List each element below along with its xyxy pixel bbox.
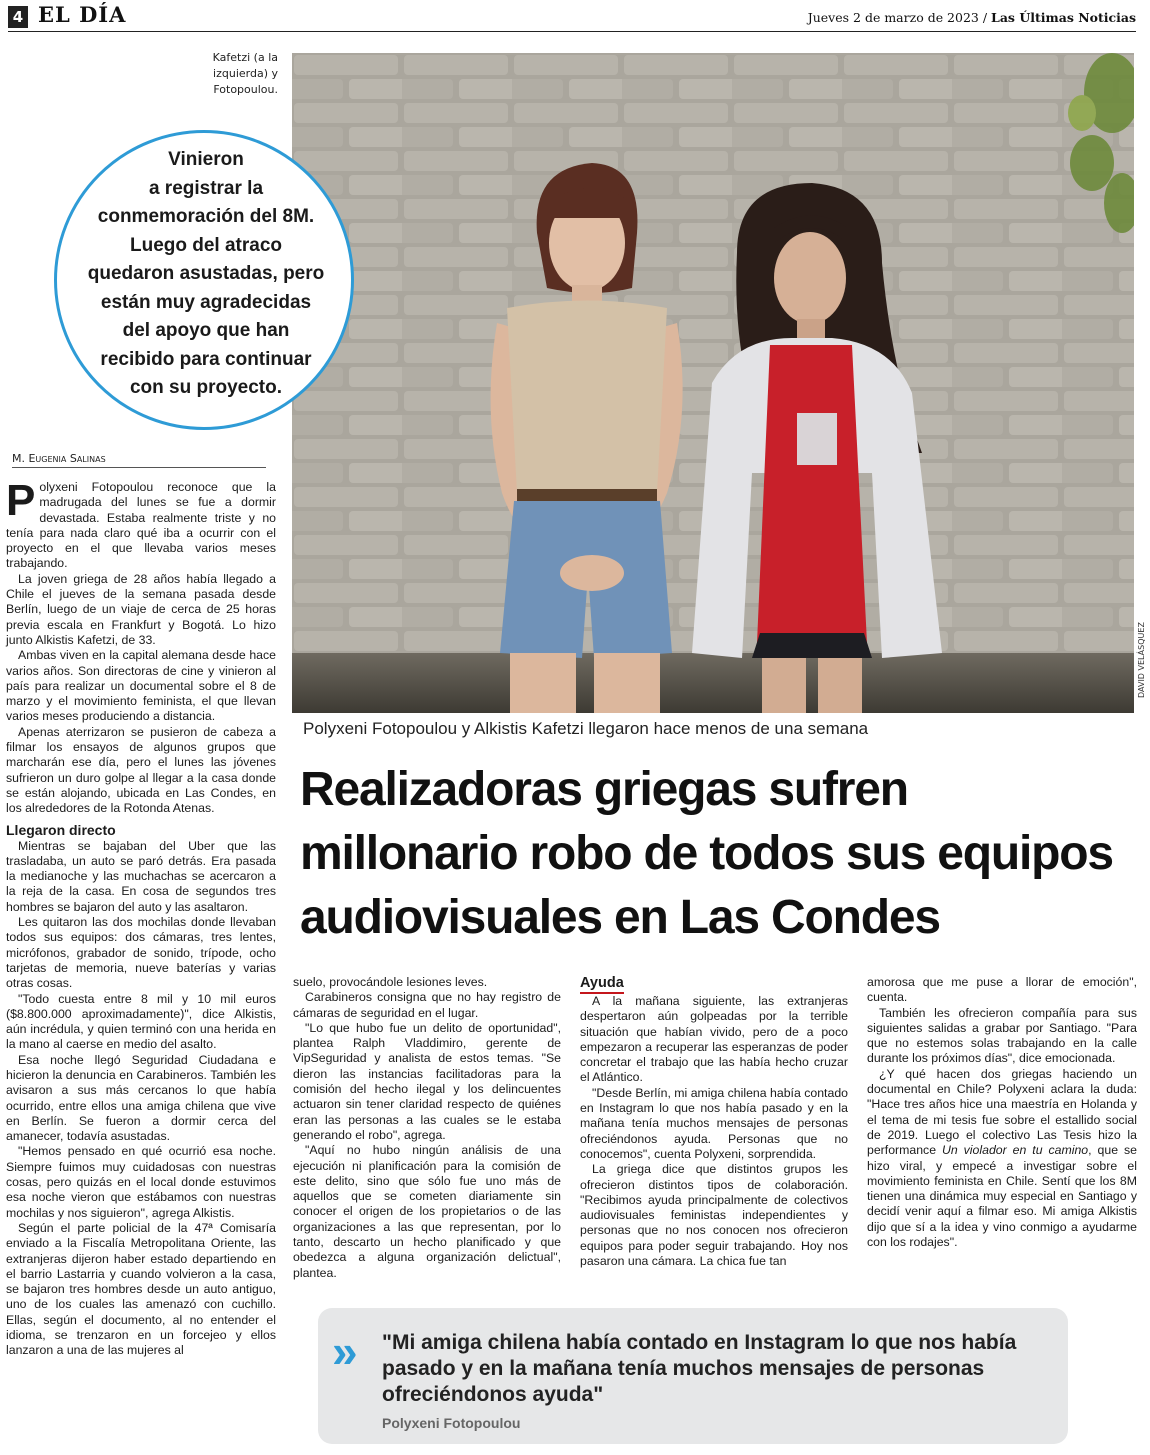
page-number: 4 xyxy=(8,6,28,28)
paragraph: Mientras se bajaban del Uber que las trasladaba, un auto se paró detrás. Era pasada la medianoche y las muchachas se acercaron a la reja de la casa. En cosa de segundos tres hombres se bajaron del auto y las asaltaron. xyxy=(6,838,276,914)
paragraph: "Todo cuesta entre 8 mil y 10 mil euros ($8.800.000 aproximadamente)", dice Alkistis, aún incrédula, y quien terminó con una herida en la mano al caerse en medio del asalto. xyxy=(6,991,276,1052)
paragraph: suelo, provocándole lesiones leves. xyxy=(293,975,488,989)
headline: Realizadoras griegas sufren millonario robo de todos sus equipos audiovisuales en Las Condes xyxy=(300,763,1113,944)
paragraph: Carabineros consigna que no hay registro de cámaras de seguridad en el lugar. xyxy=(293,990,561,1020)
header-rule xyxy=(8,31,1136,32)
paragraph: Esa noche llegó Seguridad Ciudadana e hicieron la denuncia en Carabineros. También les avisaron a sus más cercanos lo que había ocurrido, entre ellos una amiga chilena que vive en Berlín. Se fueron a dormir cerca del amanecer, todavía asustadas. xyxy=(6,1052,276,1144)
paragraph: Según el parte policial de la 47ª Comisaría enviado a la Fiscalía Metropolitana Oriente, las extranjeras dijeron haber estado departiendo en el barrio Lastarria y cuando volvieron a la casa, se bajaron tres hombres desde un auto antiguo, uno de los cuales las amenazó con cuchillo. Ellas, según el documento, al no entender el idioma, se trenzaron en un forcejeo y ellos lanzaron a una de las mujeres al xyxy=(6,1220,276,1358)
drop-cap: P xyxy=(6,476,36,525)
photo-side-caption: Kafetzi (a la izquierda) y Fotopoulou. xyxy=(212,51,278,96)
paragraph: También les ofrecieron compañía para sus siguientes salidas a grabar por Santiago. "Para que no estemos solas trabajando en la calle durante los próximos días", dice emocionada. xyxy=(867,1005,1137,1066)
paragraph: Les quitaron las dos mochilas donde llevaban todos sus equipos: dos cámaras, tres lentes, micrófonos, grabador de sonido, trípode, ocho tarjetas de memoria, nueve baterías y varias otras cosas. xyxy=(6,915,276,991)
paragraph: "Hemos pensado en qué ocurrió esa noche. Siempre fuimos muy cuidadosas con nuestras cosas, pero quizás en el local donde estuvimos esa noche vieron que estábamos con nuestras mochilas y nos siguieron", agrega Alkistis. xyxy=(6,1144,276,1220)
main-photo xyxy=(292,53,1134,713)
paragraph: Apenas aterrizaron se pusieron de cabeza a filmar los ensayos de algunos grupos que marcharán ese día, pero el lunes las jóvenes sufrieron un duro golpe al llegar a la casa donde se están alojando, ubicada en Las Condes, en los alrededores de la Rotonda Atenas. xyxy=(6,724,276,816)
paragraph: A la mañana siguiente, las extranjeras despertaron aún golpeadas por la terrible situación que habían vivido, pero de a poco empezaron a recuperar las esperanzas de poder concretar el trabajo que las había hecho cruzar el Atlántico. xyxy=(580,994,848,1085)
article-column-3 xyxy=(580,975,848,1269)
article-column-1 xyxy=(6,476,276,1359)
dateline xyxy=(808,10,1136,25)
paragraph: amorosa que me puse a llorar de emoción", cuenta. xyxy=(867,975,1137,1005)
photo-credit: DAVID VELÁSQUEZ xyxy=(1137,622,1146,698)
paragraph: "Desde Berlín, mi amiga chilena había contado en Instagram lo que nos había pasado y en la mañana tenía muchos mensajes de personas ofreciéndonos ayuda. Personas que no conocemos", cuenta Polyxeni, sorprendida. xyxy=(580,1085,848,1161)
publication-name: Las Últimas Noticias xyxy=(991,10,1136,25)
pull-quote-text: Vinieron a registrar la conmemoración del 8M. Luego del atraco quedaron asustadas, pero están muy agradecidas del apoyo que han recibido para continuar con su proyecto. xyxy=(87,149,325,398)
quote-chevron-icon: » xyxy=(332,1325,358,1377)
article-column-2 xyxy=(293,975,561,1281)
paragraph: ¿Y qué hacen dos griegas haciendo un documental en Chile? Polyxeni aclara la duda: "Hace tres años hice una maestría en Holanda y el tema de mi tesis fue sobre el estallido social de 2019. Luego el colectivo Las Tesis hizo la performance Un violador en tu camino, que se hizo viral, y empecé a investigar sobre el movimiento feminista en Chile. Sentí que los 8M tienen una dinámica muy especial en Santiago y decidí venir aquí a filmar eso. Mi amiga Alkistis dijo que sí a la idea y vino conmigo a ayudarme con los rodajes". xyxy=(867,1066,1137,1250)
subhead: Llegaron directo xyxy=(6,821,116,838)
paragraph: Polyxeni Fotopoulou reconoce que la madrugada del lunes se fue a dormir devastada. Estaba realmente triste y no tenía para nada claro qué iba a ocurrir con el proyecto en el que llevaba varios meses trabajando. xyxy=(6,476,276,571)
bottom-quote-text: "Mi amiga chilena había contado en Instagram lo que nos había pasado y en la mañana tenía muchos mensajes de personas ofreciéndonos ayuda" xyxy=(382,1331,1017,1406)
paragraph: La joven griega de 28 años había llegado a Chile el jueves de la semana pasada desde Berlín, luego de un viaje de cerca de 25 horas previa escala en Frankfurt y Bogotá. Lo hizo junto Alkistis Kafetzi, de 33. xyxy=(6,571,276,647)
article-column-4 xyxy=(867,975,1137,1250)
date: Jueves 2 de marzo de 2023 / xyxy=(807,10,988,25)
paragraph: La griega dice que distintos grupos les ofrecieron distintos tipos de colaboración. "Recibimos ayuda principalmente de colectivos audiovisuales feministas independientes y personas que no nos conocen nos ofrecieron equipos para poder seguir trabajando. Hoy nos pasaron una cámara. La chica fue tan xyxy=(580,1162,848,1269)
paragraph: "Lo que hubo fue un delito de oportunidad", plantea Ralph Vladdimiro, gerente de VipSeguridad y analista de estos temas. "Se dieron las instancias facilitadoras para la comisión del hecho ilegal y los delincuentes actuaron sin tener claridad respecto de quiénes eran las personas a las cuales se le estaba generando el robo", agrega. xyxy=(293,1020,561,1142)
subhead: Ayuda xyxy=(580,975,624,994)
section-title: EL DÍA xyxy=(38,2,127,27)
bottom-quote-author: Polyxeni Fotopoulou xyxy=(382,1415,521,1431)
paragraph: "Aquí no hubo ningún análisis de una ejecución ni planificación para la comisión de este delito, sino que sólo fue uno más de aquellos que se cometen diariamente sin conocer el origen de los propietarios o de las organizaciones a las que representan, por lo tanto, descarto un hecho planificado y que obedezca a alguna organización delictual", plantea. xyxy=(293,1143,561,1280)
paragraph: Ambas viven en la capital alemana desde hace varios años. Son directoras de cine y vinieron al país para realizar un documental sobre el 8 de marzo y el movimiento feminista, el que llevan varios meses produciendo a distancia. xyxy=(6,648,276,724)
byline: M. Eugenia Salinas xyxy=(12,452,266,468)
page-header xyxy=(0,0,1150,34)
kicker: Polyxeni Fotopoulou y Alkistis Kafetzi llegaron hace menos de una semana xyxy=(303,719,869,738)
